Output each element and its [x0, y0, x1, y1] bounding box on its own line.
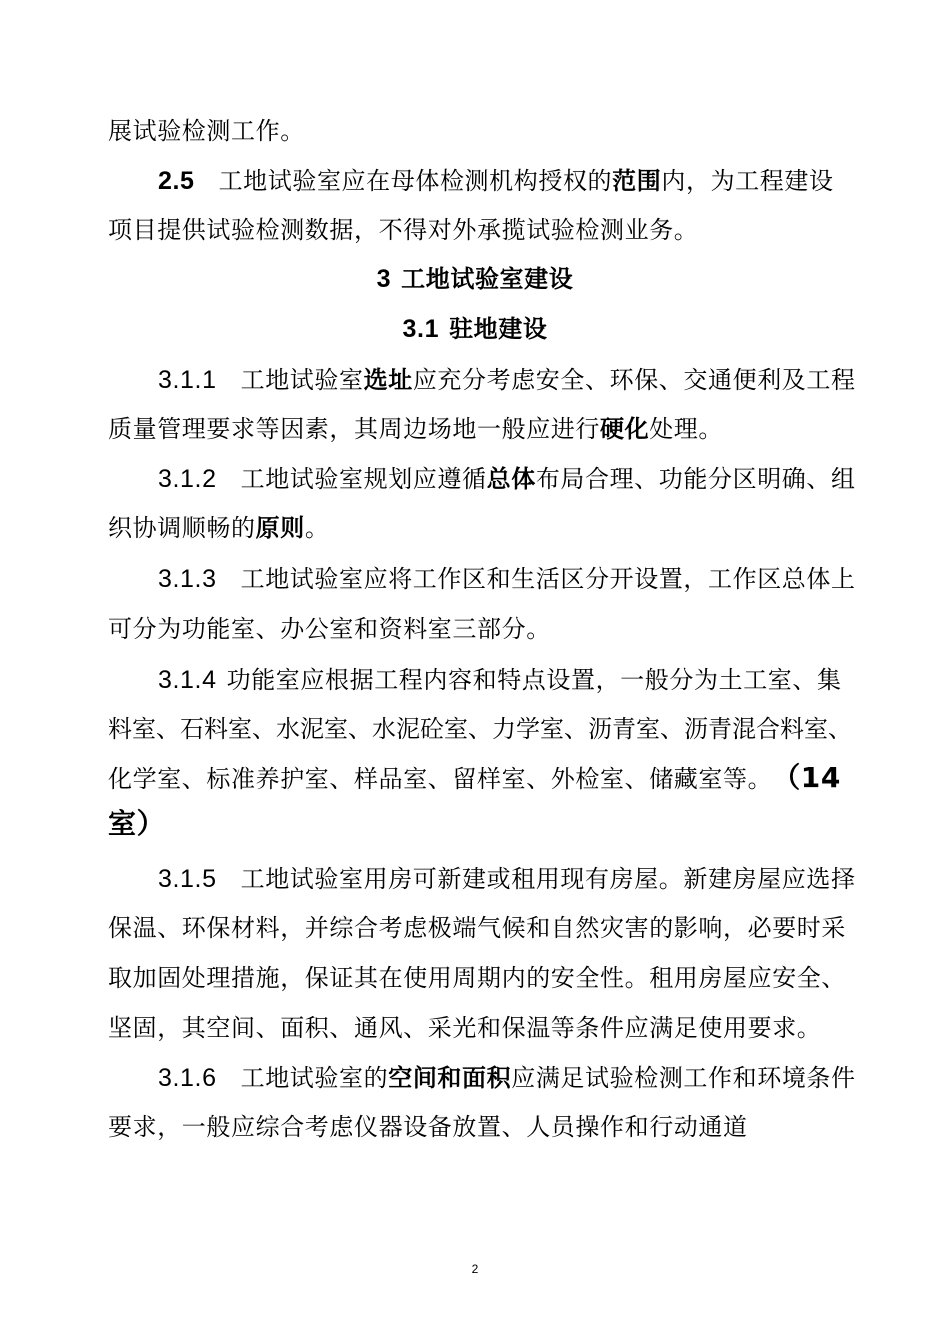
clause-3-1-4-line-4: [108, 809, 165, 839]
clause-3-1-4-line-1: [158, 665, 842, 695]
clause-3-1-5-line-4: [108, 1013, 821, 1043]
clause-3-1-6-line-1: [158, 1063, 856, 1093]
clause-3-1-2-line-1: [158, 464, 856, 494]
clause-3-1-5-line-3: [108, 963, 846, 993]
clause-number: 3.1.3: [158, 565, 217, 593]
emphasis-text: 总体: [486, 465, 536, 493]
heading-title: 驻地建设: [449, 315, 548, 343]
text: 布局合理、功能分区明确、组: [535, 465, 856, 493]
clause-3-1-3-line-2: [108, 614, 551, 644]
clause-3-1-6-line-2: [108, 1112, 748, 1142]
section-heading-3-1: [0, 314, 950, 344]
text: 内，为工程建设: [661, 167, 834, 195]
clause-3-1-1-line-2: [108, 414, 723, 444]
text: 展试验检测工作。: [108, 117, 305, 145]
emphasis-text: 原则: [255, 514, 305, 542]
clause-3-1-2-line-2: [108, 513, 329, 543]
text: 。: [304, 514, 330, 542]
text: 要求，一般应综合考虑仪器设备放置、人员操作和行动通道: [108, 1113, 748, 1141]
text: 应满足试验检测工作和环境条件: [511, 1064, 856, 1092]
room-count-note-end: 室）: [108, 807, 166, 840]
heading-number: 3: [376, 265, 392, 293]
clause-3-1-1-line-1: [158, 365, 856, 395]
text: 工地试验室用房可新建或租用现有房屋。新建房屋应选择: [240, 865, 856, 893]
text: 质量管理要求等因素，其周边场地一般应进行: [108, 415, 600, 443]
clause-number: 2.5: [158, 167, 195, 195]
text: 工地试验室的: [240, 1064, 389, 1092]
clause-3-1-5-line-2: [108, 913, 846, 943]
text: 工地试验室应在母体检测机构授权的: [218, 167, 613, 195]
clause-3-1-4-line-3: [108, 763, 841, 794]
text: 应充分考虑安全、环保、交通便利及工程: [412, 366, 856, 394]
room-count-note: （14: [786, 761, 841, 794]
emphasis-text: 范围: [612, 167, 662, 195]
emphasis-text: 选址: [363, 366, 413, 394]
text: 工地试验室规划应遵循: [240, 465, 487, 493]
clause-3-1-5-line-1: [158, 864, 856, 894]
clause-number: 3.1.2: [158, 465, 217, 493]
emphasis-text: 空间和面积: [388, 1064, 512, 1092]
text: 保温、环保材料，并综合考虑极端气候和自然灾害的影响，必要时采: [108, 914, 846, 942]
text: 功能室应根据工程内容和特点设置，一般分为土工室、集: [226, 666, 842, 694]
text: 取加固处理措施，保证其在使用周期内的安全性。租用房屋应安全、: [108, 964, 846, 992]
clause-2-5-line-2: [108, 215, 698, 245]
text: 织协调顺畅的: [108, 514, 256, 542]
page-number: 2: [471, 1262, 479, 1276]
clause-number: 3.1.6: [158, 1064, 217, 1092]
clause-3-1-3-line-1: [158, 564, 856, 594]
clause-number: 3.1.1: [158, 366, 217, 394]
text: 工地试验室应将工作区和生活区分开设置，工作区总体上: [240, 565, 856, 593]
clause-2-5-line-1: [158, 166, 834, 196]
text: 处理。: [649, 415, 724, 443]
section-heading-3: [0, 264, 950, 294]
heading-number: 3.1: [402, 315, 440, 343]
clause-3-1-4-line-2: [108, 714, 852, 744]
paragraph-continuation: [108, 116, 305, 146]
clause-number: 3.1.5: [158, 865, 217, 893]
text: 料室、石料室、水泥室、水泥砼室、力学室、沥青室、沥青混合料室、: [108, 715, 852, 743]
text: 坚固，其空间、面积、通风、采光和保温等条件应满足使用要求。: [108, 1014, 822, 1042]
text: 化学室、标准养护室、样品室、留样室、外检室、储藏室等。: [108, 765, 773, 793]
heading-title: 工地试验室建设: [401, 265, 574, 293]
clause-number: 3.1.4: [158, 666, 217, 694]
text: 工地试验室: [240, 366, 364, 394]
emphasis-text: 硬化: [600, 415, 650, 443]
text: 项目提供试验检测数据，不得对外承揽试验检测业务。: [108, 216, 699, 244]
text: 可分为功能室、办公室和资料室三部分。: [108, 615, 551, 643]
